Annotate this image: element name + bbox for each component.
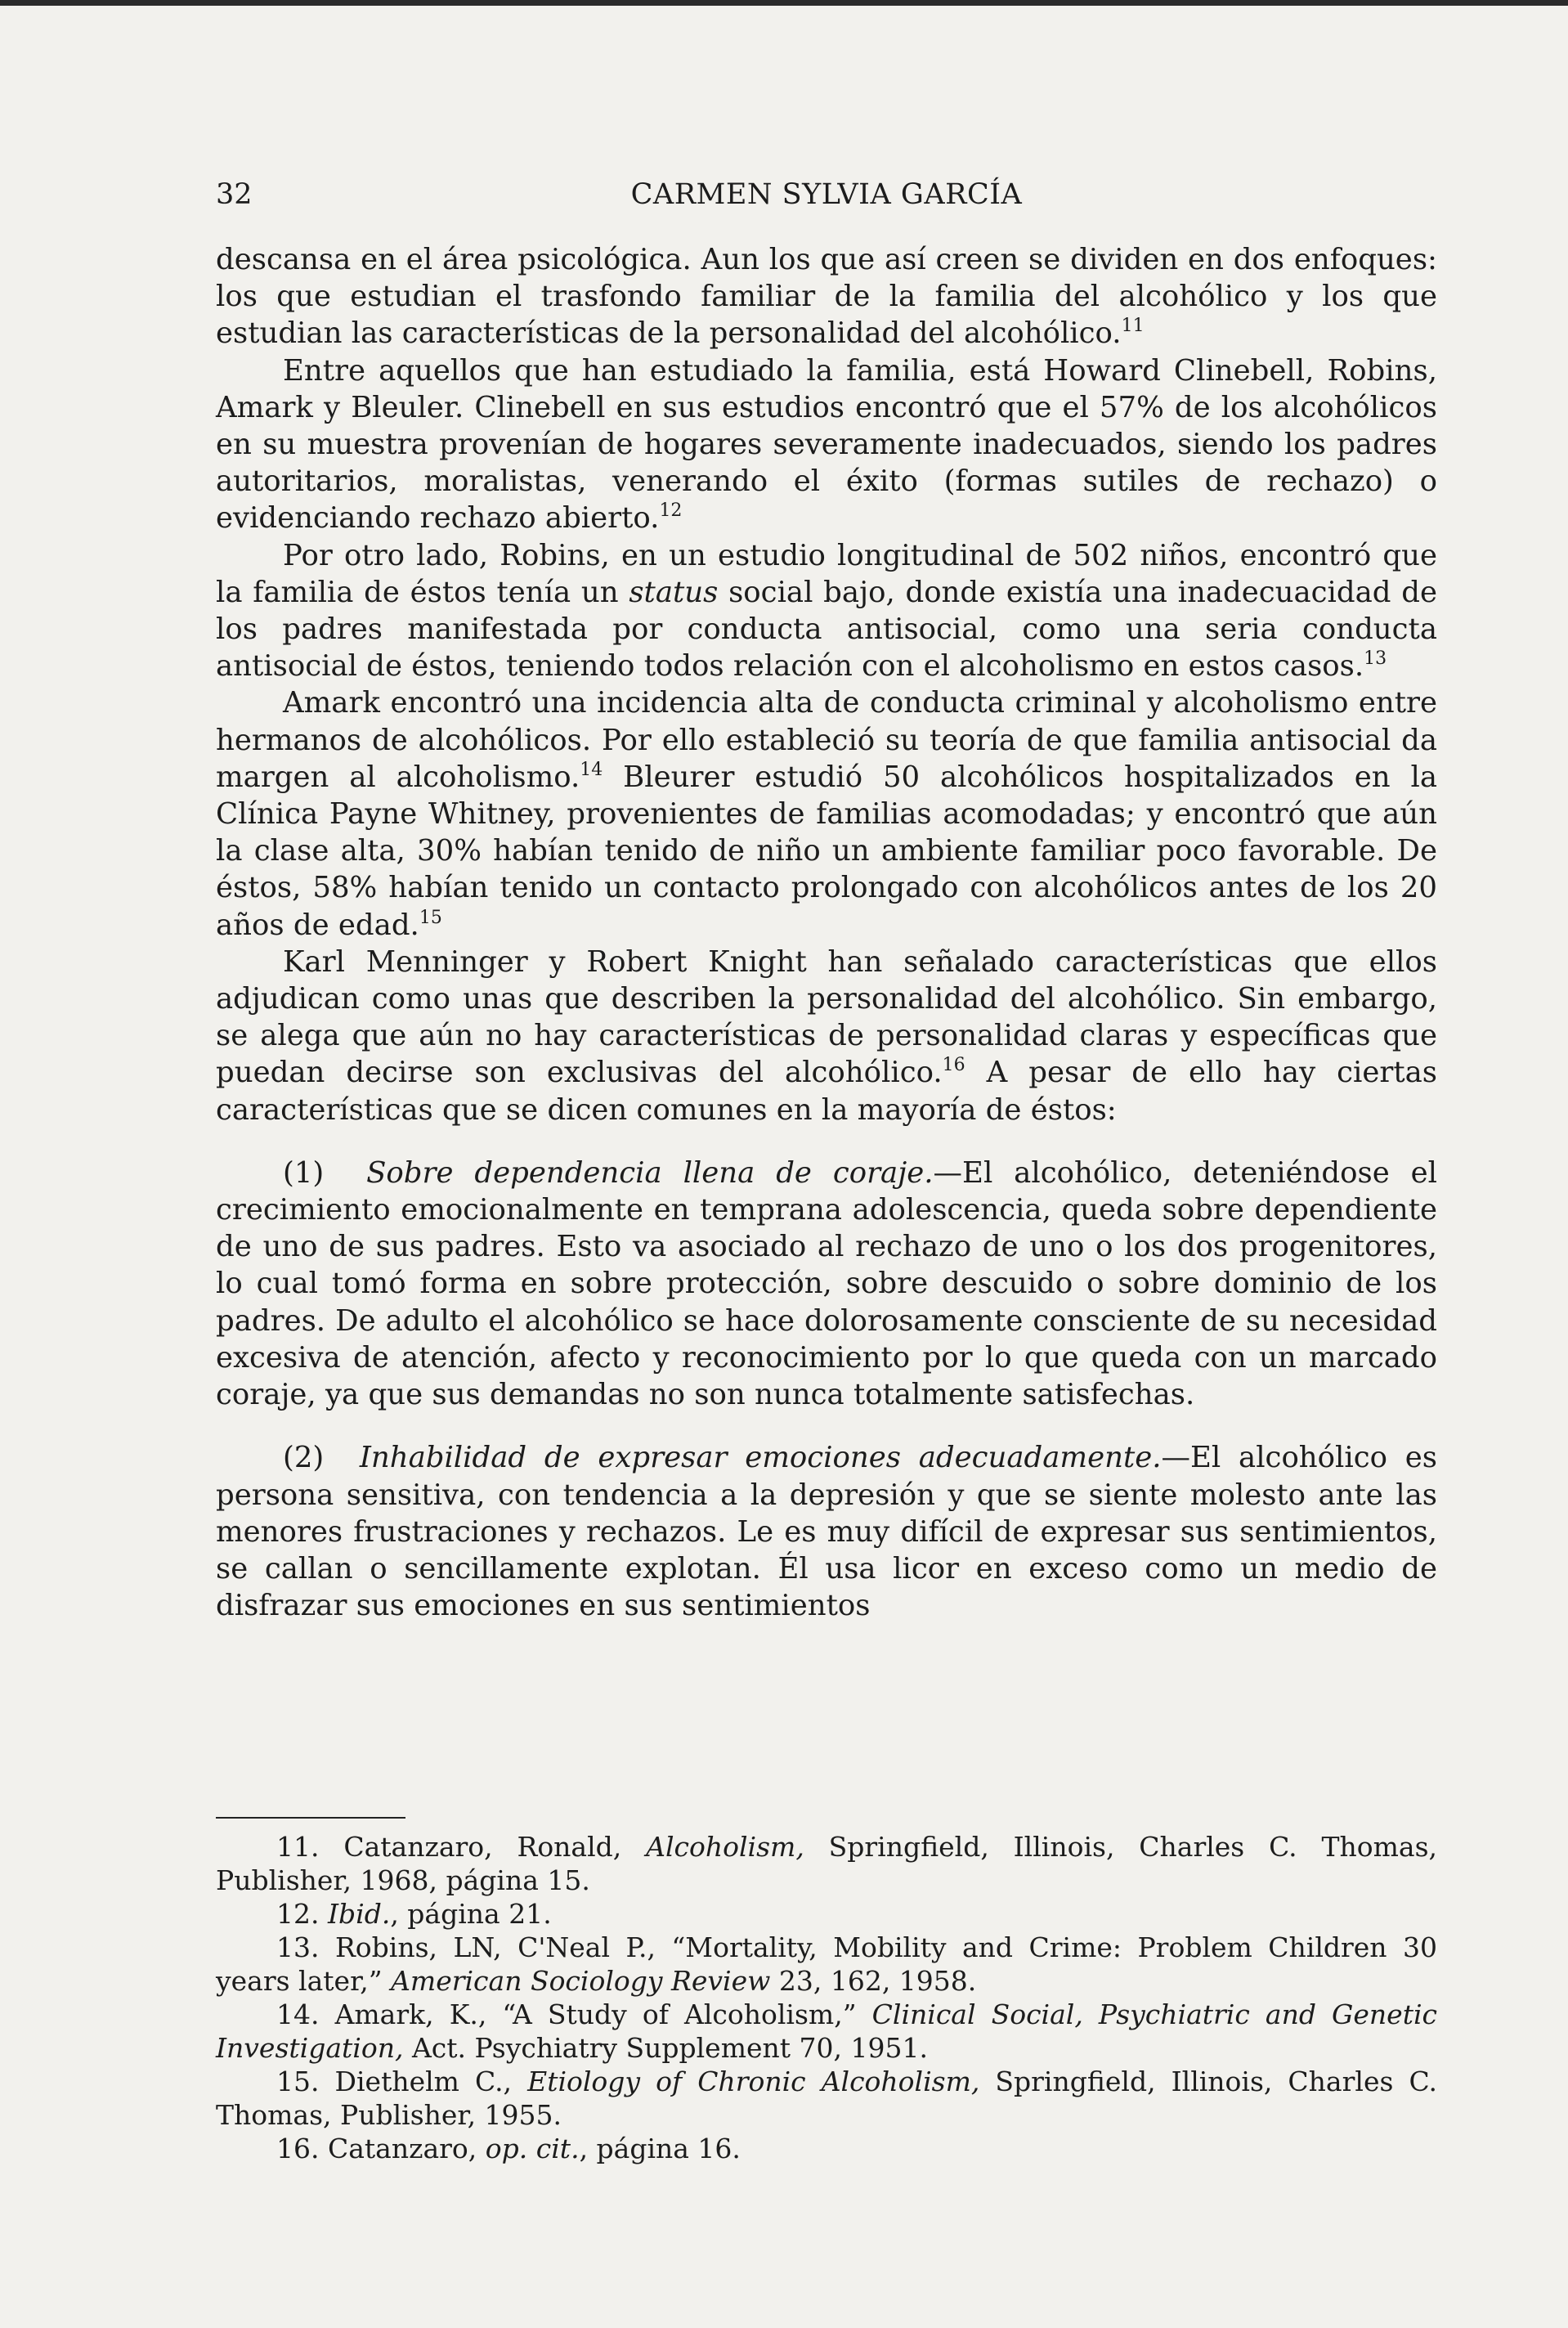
paragraph-2 [216,352,1437,537]
footnote-14-text-a: Amark, K., “A Study of Alcoholism,” [334,1998,857,2030]
footnote-16-text-b: , página 16. [579,2133,741,2164]
footnote-ref-11: 11 [1121,316,1145,337]
footnote-11-text-a: Catanzaro, Ronald, [343,1831,622,1863]
footnotes [216,1830,1437,2165]
footnote-15-title: Etiology of Chronic Alcoholism, [527,2066,980,2097]
paragraph-3-emphasis: status [629,575,719,609]
list-item-1-title: Sobre dependencia llena de coraje. [366,1155,934,1190]
footnote-12 [216,1897,1437,1931]
paragraph-3 [216,537,1437,685]
paragraph-3-text-b: social bajo, donde existía una inadecuacidad de los padres manifestada por conducta antisocial, como una seria conducta antisocial de éstos, teniendo todos relación con el alcoholismo en estos casos. [216,575,1437,684]
page-number: 32 [216,178,253,211]
footnote-16-number: 16. [276,2133,320,2164]
footnote-15-text-a: Diethelm C., [334,2066,513,2097]
footnote-12-number: 12. [276,1898,320,1930]
footnote-15 [216,2065,1437,2132]
list-item-2 [216,1439,1437,1624]
footnote-13-text-a: Robins, LN, C'Neal P., “Mortality, Mobility and Crime: Problem Children 30 years later,” [216,1931,1437,1997]
footnote-ref-16: 16 [942,1055,965,1076]
footnote-12-text-b: , página 21. [390,1898,552,1930]
footnote-ref-14: 14 [580,759,603,780]
footnote-14 [216,1998,1437,2065]
paragraph-4-text-a: Amark encontró una incidencia alta de conducta criminal y alcoholismo entre hermanos de alcohólicos. Por ello estableció su teoría de que familia antisocial da margen al alcoholismo. [216,686,1437,794]
list-item-1-text: —El alcohólico, deteniéndose el crecimiento emocionalmente en temprana adolescencia, queda sobre dependiente de uno de sus padres. Esto va asociado al rechazo de uno o los dos progenitores, lo cual tomó forma en sobre protección, sobre descuido o sobre dominio de los padres. De adulto el alcohólico se hace dolorosamente consciente de su necesidad excesiva de atención, afecto y reconocimiento por lo que queda con un marcado coraje, ya que sus demandas no son nunca totalmente satisfechas. [216,1155,1438,1412]
footnote-11 [216,1830,1437,1897]
footnote-separator [216,1817,405,1819]
footnote-ref-12: 12 [659,500,683,522]
footnote-11-text-b: Springfield, Illinois, Charles C. Thomas, Publisher, 1968, página 15. [216,1831,1437,1896]
footnote-14-number: 14. [276,1998,320,2030]
footnote-15-text-b: Springfield, Illinois, Charles C. Thomas, Publisher, 1955. [216,2066,1438,2131]
paragraph-5-text-a: Karl Menninger y Robert Knight han señalado características que ellos adjudican como unas que describen la personalidad del alcohólico. Sin embargo, se alega que aún no hay características de personalidad claras y específicas que puedan decirse son exclusivas del alcohólico. [216,944,1437,1090]
footnote-15-number: 15. [276,2066,320,2097]
scan-top-edge [0,0,1568,6]
body-text [216,241,1437,1624]
footnote-14-text-b: Act. Psychiatry Supplement 70, 1951. [411,2032,928,2064]
footnote-14-title: Clinical Social, Psychiatric and Genetic Investigation, [216,1998,1437,2064]
paragraph-2-text: Entre aquellos que han estudiado la familia, está Howard Clinebell, Robins, Amark y Bleuler. Clinebell en sus estudios encontró que el 57% de los alcohólicos en su muestra provenían de hogares severamente inadecuados, siendo los padres autoritarios, moralistas, venerando el éxito (formas sutiles de rechazo) o evidenciando rechazo abierto. [216,353,1437,536]
paragraph-5 [216,944,1437,1128]
running-title: CARMEN SYLVIA GARCÍA [630,178,1023,211]
paragraph-3-text-a: Por otro lado, Robins, en un estudio longitudinal de 502 niños, encontró que la familia de éstos tenía un [216,538,1437,609]
footnote-16-title: op. cit. [485,2133,580,2164]
list-item-2-text: —El alcohólico es persona sensitiva, con tendencia a la depresión y que se siente molesto ante las menores frustraciones y rechazos. Le es muy difícil de expresar sus sentimientos, se callan o sencillamente explotan. Él usa licor en exceso como un medio de disfrazar sus emociones en sus sentimientos [216,1441,1437,1623]
footnote-13-text-b: 23, 162, 1958. [778,1965,977,1997]
paragraph-5-text-b: A pesar de ello hay ciertas características que se dicen comunes en la mayoría de éstos: [216,1056,1437,1127]
list-item-2-number: (2) [283,1441,325,1475]
running-head [216,174,1437,215]
footnote-13-number: 13. [276,1931,320,1963]
paragraph-4 [216,684,1437,943]
footnote-ref-13: 13 [1364,648,1387,670]
paragraph-4-text-b: Bleurer estudió 50 alcohólicos hospitalizados en la Clínica Payne Whitney, provenientes de familias acomodadas; y encontró que aún la clase alta, 30% habían tenido de niño un ambiente familiar poco favorable. De éstos, 58% habían tenido un contacto prolongado con alcohólicos antes de los 20 años de edad. [216,760,1437,942]
footnote-11-number: 11. [276,1831,320,1863]
footnote-13 [216,1931,1437,1998]
footnote-13-title: American Sociology Review [391,1965,771,1997]
footnote-12-title: Ibid. [327,1898,391,1930]
footnote-ref-15: 15 [419,907,442,928]
list-item-1-number: (1) [283,1155,325,1190]
list-item-2-title: Inhabilidad de expresar emociones adecuadamente. [359,1441,1162,1475]
footnote-16-text-a: Catanzaro, [327,2133,477,2164]
paragraph-1-text: descansa en el área psicológica. Aun los que así creen se dividen en dos enfoques: los que estudian el trasfondo familiar de la familia del alcohólico y los que estudian las características de la personalidad del alcohólico. [216,243,1437,351]
footnote-11-title: Alcoholism, [646,1831,804,1863]
footnote-16 [216,2132,1437,2165]
paragraph-1 [216,241,1437,352]
list-item-1 [216,1155,1437,1413]
